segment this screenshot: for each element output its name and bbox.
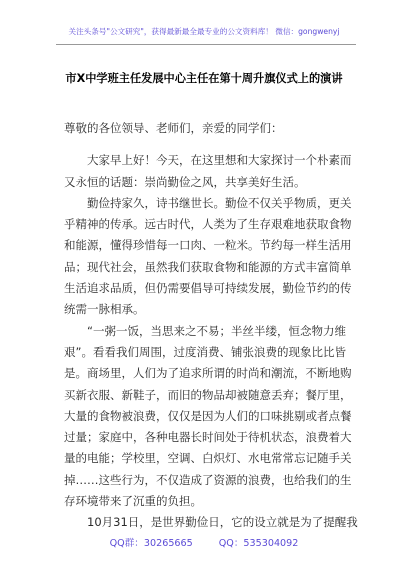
header-divider	[56, 44, 356, 45]
footer-contact	[0, 535, 408, 549]
body-line: 掉……这些行为，不仅造成了资源的浪费，也给我们的生	[64, 472, 352, 487]
footer-qq-group: QQ群：30265665	[109, 538, 193, 549]
body-line: 生活追求品质，但仍需要倡导可持续发展，勤俭节约的传	[64, 281, 352, 296]
body-line: 量的电能；学校里，空调、白炽灯、水电常常忘记随手关	[64, 451, 352, 466]
body-line: 乎精神的传承。远古时代，人类为了生存艰难地获取食物	[64, 217, 352, 232]
salutation-line: 尊敬的各位领导、老师们，亲爱的同学们：	[64, 121, 283, 135]
paragraph-gap	[64, 139, 350, 150]
body-line: 10月31日，是世界勤俭日，它的设立就是为了提醒我	[87, 515, 358, 530]
body-line: 勤俭持家久，诗书继世长。勤俭不仅关乎物质，更关	[87, 195, 352, 210]
footer-qq: QQ：535304092	[218, 538, 299, 549]
body-line: 和能源，懂得珍惜每一口肉、一粒米。节约每一样生活用	[64, 238, 352, 253]
speech-title: 市X中学班主任发展中心主任在第十周升旗仪式上的演讲	[65, 72, 343, 85]
body-line: 存环境带来了沉重的负担。	[64, 494, 202, 509]
body-line: 大量的食物被浪费，仅仅是因为人们的口味挑剔或者点餐	[64, 408, 352, 423]
body-line: 艰”。看看我们周围，过度消费、铺张浪费的现象比比皆	[64, 344, 346, 359]
header-promo-note: 关注头条号"公文研究"，获得最新最全最专业的公文资料库！ 微信：gongwenyj	[68, 27, 340, 36]
body-line: 品；现代社会，虽然我们获取食物和能源的方式丰富简单	[64, 259, 352, 274]
body-line: 统需一脉相承。	[64, 302, 145, 317]
speech-body	[64, 118, 358, 534]
body-line: 又永恒的话题：崇尚勤俭之风，共享美好生活。	[64, 174, 306, 189]
body-line: 大家早上好！今天，在这里想和大家探讨一个朴素而	[87, 153, 352, 168]
body-line: 买新衣服、新鞋子，而旧的物品却被随意丢弃；餐厅里，	[64, 387, 352, 402]
body-line: 过量；家庭中，各种电器长时间处于待机状态，浪费着大	[64, 430, 352, 445]
body-line: 是。商场里，人们为了追求所谓的时尚和潮流，不断地购	[64, 366, 352, 381]
body-line: “一粥一饭，当思来之不易；半丝半缕，恒念物力维	[87, 323, 346, 338]
